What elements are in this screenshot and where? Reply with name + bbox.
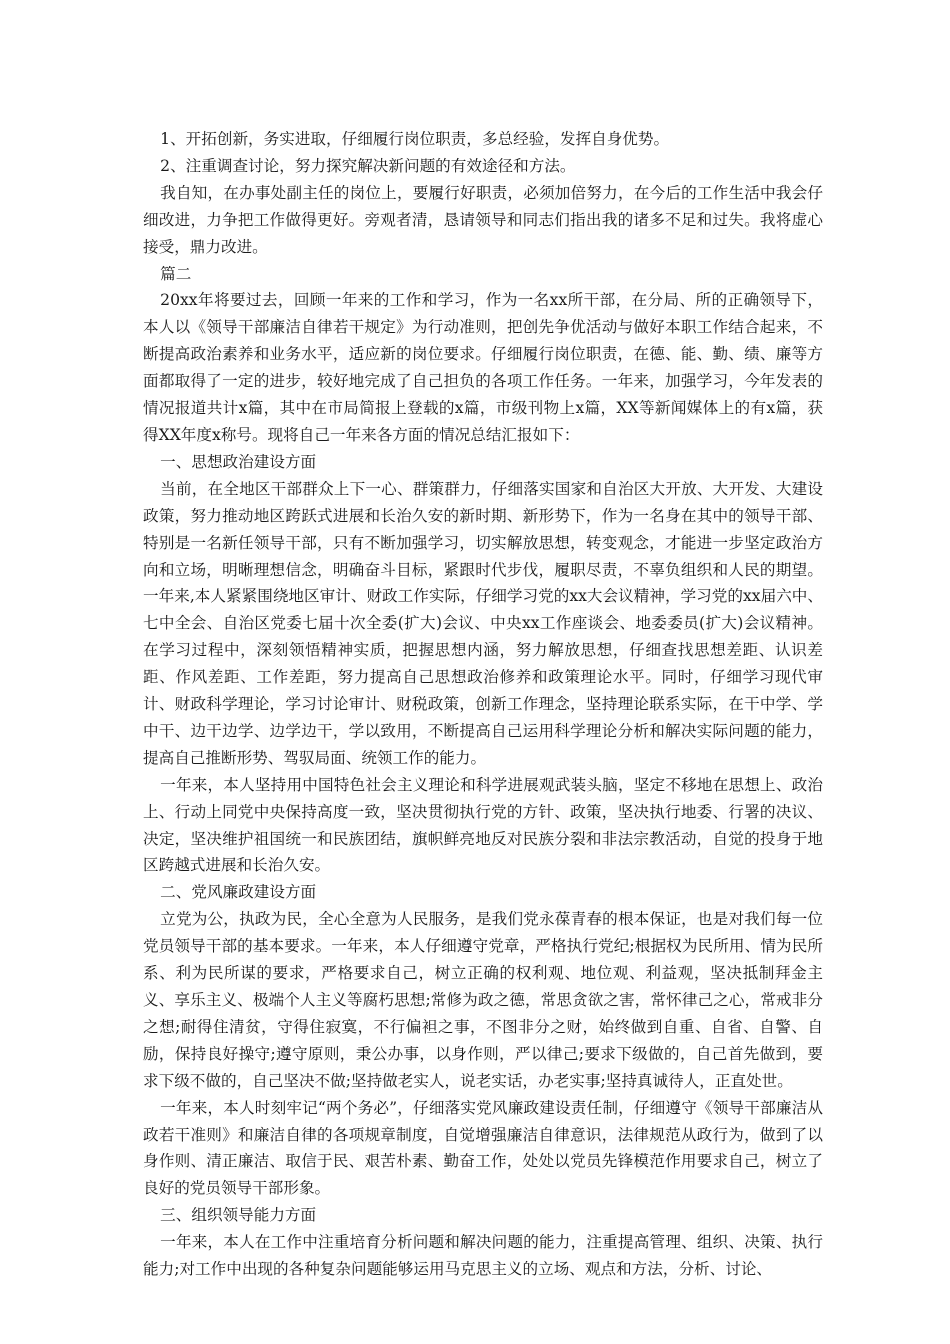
paragraph-intro: 20xx年将要过去，回顾一年来的工作和学习，作为一名xx所干部，在分局、所的正确领导下，本人以《领导干部廉洁自律若干规定》为行动准则，把创先争优活动与做好本职工作结合起来，不断提高政治素养和业务水平，适应新的岗位要求。仔细履行岗位职责，在德、能、勤、绩、廉等方面都取得了一定的进步，较好地完成了自己担负的各项工作任务。一年来，加强学习，今年发表的情况报道共计x篇，其中在市局简报上登载的x篇，市级刊物上x篇，XX等新闻媒体上的有x篇，获得XX年度x称号。现将自己一年来各方面的情况总结汇报如下： — [143, 291, 823, 444]
document-body — [143, 126, 823, 1283]
paragraph-3: 我自知，在办事处副主任的岗位上，要履行好职责，必须加倍努力，在今后的工作生活中我会仔细改进，力争把工作做得更好。旁观者清，恳请领导和同志们指出我的诸多不足和过失。我将虚心接受，鼎力改进。 — [143, 183, 823, 256]
paragraph-1: 1、开拓创新，务实进取，仔细履行岗位职责，多总经验，发挥自身优势。 — [160, 130, 670, 148]
section-heading-political: 一、思想政治建设方面 — [160, 452, 317, 471]
section-heading-integrity: 二、党风廉政建设方面 — [160, 883, 317, 902]
paragraph-political-1: 当前，在全地区干部群众上下一心、群策群力，仔细落实国家和自治区大开放、大开发、大建设政策，努力推动地区跨跃式进展和长治久安的新时期、新形势下，作为一名身在其中的领导干部、特别是一名新任领导干部，只有不断加强学习，切实解放思想，转变观念，才能进一步坚定政治方向和立场，明晰理想信念，明确奋斗目标，紧跟时代步伐，履职尽责，不辜负组织和人民的期望。一年来,本人紧紧围绕地区审计、财政工作实际，仔细学习党的xx大会议精神，学习党的xx届六中、七中全会、自治区党委七届十次全委(扩大)会议、中央xx工作座谈会、地委委员(扩大)会议精神。在学习过程中，深刻领悟精神实质，把握思想内涵，努力解放思想，仔细查找思想差距、认识差距、作风差距、工作差距，努力提高自己思想政治修养和政策理论水平。同时，仔细学习现代审计、财政科学理论，学习讨论审计、财税政策，创新工作理念，坚持理论联系实际，在干中学、学中干、边干边学、边学边干，学以致用，不断提高自己运用科学理论分析和解决实际问题的能力，提高自己推断形势、驾驭局面、统领工作的能力。 — [143, 479, 823, 767]
paragraph-leadership-1: 一年来，本人在工作中注重培育分析问题和解决问题的能力，注重提高管理、组织、决策、执行能力;对工作中出现的各种复杂问题能够运用马克思主义的立场、观点和方法，分析、讨论、 — [143, 1233, 823, 1279]
section-heading-part-two: 篇二 — [160, 264, 192, 283]
paragraph-integrity-2: 一年来，本人时刻牢记“两个务必”，仔细落实党风廉政建设责任制，仔细遵守《领导干部廉洁从政若干准则》和廉洁自律的各项规章制度，自觉增强廉洁自律意识，法律规范从政行为，做到了以身作则、清正廉洁、取信于民、艰苦朴素、勤奋工作，处处以党员先锋模范作用要求自己，树立了良好的党员领导干部形象。 — [143, 1098, 823, 1198]
paragraph-2: 2、注重调查讨论，努力探究解决新问题的有效途径和方法。 — [160, 156, 576, 175]
paragraph-integrity-1: 立党为公，执政为民，全心全意为人民服务，是我们党永葆青春的根本保证，也是对我们每一位党员领导干部的基本要求。一年来，本人仔细遵守党章，严格执行党纪;根据权为民所用、情为民所系、利为民所谋的要求，严格要求自己，树立正确的权利观、地位观、利益观，坚决抵制拜金主义、享乐主义、极端个人主义等腐朽思想;常修为政之德，常思贪欲之害，常怀律己之心，常戒非分之想;耐得住清贫，守得住寂寞，不行偏袒之事，不图非分之财，始终做到自重、自省、自警、自励，保持良好操守;遵守原则，秉公办事，以身作则，严以律己;要求下级做的，自己首先做到，要求下级不做的，自己坚决不做;坚持做老实人，说老实话，办老实事;坚持真诚待人，正直处世。 — [143, 910, 823, 1090]
paragraph-political-2: 一年来，本人坚持用中国特色社会主义理论和科学进展观武装头脑，坚定不移地在思想上、政治上、行动上同党中央保持高度一致，坚决贯彻执行党的方针、政策，坚决执行地委、行署的决议、决定，坚决维护祖国统一和民族团结，旗帜鲜亮地反对民族分裂和非法宗教活动，自觉的投身于地区跨越式进展和长治久安。 — [143, 775, 823, 875]
section-heading-leadership: 三、组织领导能力方面 — [160, 1206, 317, 1225]
